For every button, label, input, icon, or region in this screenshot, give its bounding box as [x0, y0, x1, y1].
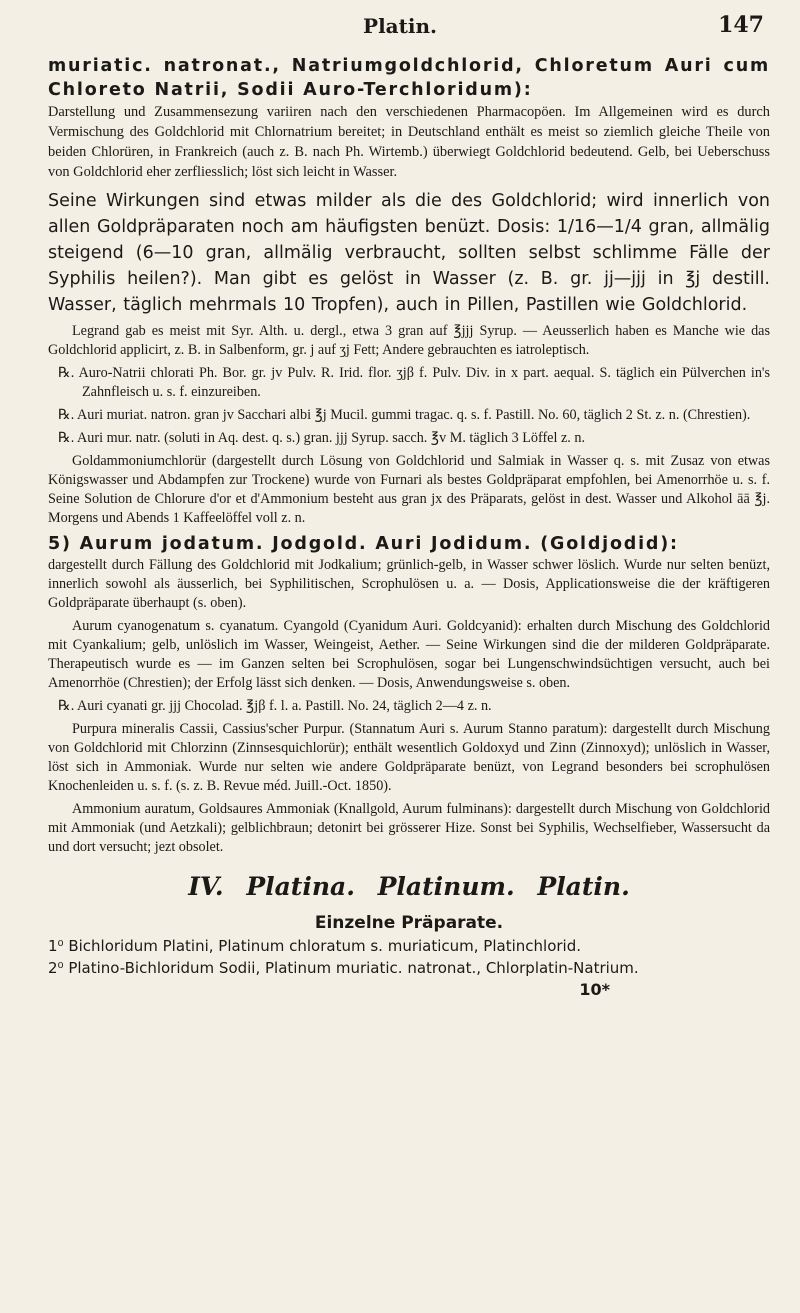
paragraph-darstellung: Darstellung und Zusammensezung variiren nach den verschiedenen Pharmacopöen. Im Allgemeinen wird es durch Vermischung des Goldchlorid mit Chlornatrium bereitet; in Deutschland enthält es meist so ziemlich gleiche Theile von beiden Chlorüren, in Frankreich (auch z. B. nach Ph. Wirtemb.) überwiegt Goldchlorid bedeutend. Gelb, bei Ueberschuss von Goldchlorid eher zerfliesslich; löst sich leicht in Wasser.	[48, 104, 770, 180]
recipe-2: ℞. Auri muriat. natron. gran jv Sacchari albi ℥j Mucil. gummi tragac. q. s. f. Pastill. No. 60, täglich 2 St. z. n. (Chrestien).	[58, 407, 751, 423]
paragraph-goldammoniumchlorur: Goldammoniumchlorür (dargestellt durch Lösung von Goldchlorid und Salmiak in Wasser q. s. mit Zusaz von etwas Königswasser und Abdampfen zur Trockene) wurde von Furnari als bestes Goldpräparat empfohlen, bei Amenorrhöe u. s. f. Seine Solution de Chlorure d'or et d'Ammonium besteht aus gran jx des Präparats, gelöst in dest. Wasser und Alkohol āā ℥j. Morgens und Abends 1 Kaffeelöffel voll z. n.	[48, 453, 770, 526]
running-title: Platin.	[363, 14, 437, 38]
signature-mark: 10*	[579, 980, 610, 999]
recipe-1: ℞. Auro-Natrii chlorati Ph. Bor. gr. jv Pulv. R. Irid. flor. ʒjβ f. Pulv. Div. in x part. aequal. S. täglich ein Pülverchen in's Zahnfleisch u. s. f. einzureiben.	[58, 365, 770, 400]
list-item: 1⁰ Bichloridum Platini, Platinum chloratum s. muriaticum, Platinchlorid.	[48, 937, 581, 955]
page-number: 147	[718, 12, 764, 38]
page-content	[48, 54, 770, 1001]
recipe-3: ℞. Auri mur. natr. (soluti in Aq. dest. q. s.) gran. jjj Syrup. sacch. ℥v M. täglich 3 Löffel z. n.	[58, 430, 585, 446]
list-item: 2⁰ Platino-Bichloridum Sodii, Platinum muriatic. natronat., Chlorplatin-Natrium.	[48, 959, 639, 977]
paragraph-legrand: Legrand gab es meist mit Syr. Alth. u. dergl., etwa 3 gran auf ℥jjj Syrup. — Aeusserlich haben es Manche wie das Goldchlorid applicirt, z. B. in Salbenform, gr. j auf ʒj Fett; Andere gebrauchten es iatroleptisch.	[48, 323, 770, 358]
entry-heading-aurum-jodatum: 5) Aurum jodatum. Jodgold. Auri Jodidum. (Goldjodid):	[48, 534, 679, 554]
paragraph-ammonium-auratum: Ammonium auratum, Goldsaures Ammoniak (Knallgold, Aurum fulminans): dargestellt durch Mischung von Goldchlorid mit Ammoniak (und Aetzkali); gelblichbraun; detonirt bei grösserer Hize. Sonst bei Syphilis, Wechselfieber, Wassersucht da und dort versucht; jezt obsolet.	[48, 801, 770, 855]
paragraph-purpura: Purpura mineralis Cassii, Cassius'scher Purpur. (Stannatum Auri s. Aurum Stanno paratum): dargestellt durch Mischung von Goldchlorid mit Chlorzinn (Zinnsesquichlorür); enthält wesentlich Goldoxyd und Zinn (Zinnoxyd); unlöslich in Wasser, löst sich in Ammoniak. Wurde nur selten wie andere Goldpräparate benüzt, von Legrand besonders bei scrophulösen Knochenleiden u. s. f. (s. z. B. Revue méd. Juill.-Oct. 1850).	[48, 721, 770, 794]
entry-heading-natriumgoldchlorid: muriatic. natronat., Natriumgoldchlorid, Chloretum Auri cum Chloreto Natrii, Sodii Auro-Terchloridum):	[48, 56, 770, 100]
recipe-4: ℞. Auri cyanati gr. jjj Chocolad. ℥jβ f. l. a. Pastill. No. 24, täglich 2—4 z. n.	[58, 698, 492, 714]
section-subheading: Einzelne Präparate.	[314, 913, 504, 933]
section-heading-platina: IV. Platina. Platinum. Platin.	[188, 872, 630, 901]
paragraph-wirkungen: Seine Wirkungen sind etwas milder als die des Goldchlorid; wird innerlich von allen Goldpräparaten noch am häufigsten benüzt. Dosis: 1/16—1/4 gran, allmälig steigend (6—10 gran, allmälig verbraucht, sollten selbst schlimme Fälle der Syphilis heilen?). Man gibt es gelöst in Wasser (z. B. gr. jj—jjj in ℥j destill. Wasser, täglich mehrmals 10 Tropfen), auch in Pillen, Pastillen wie Goldchlorid.	[48, 191, 770, 315]
paragraph-cyangold: Aurum cyanogenatum s. cyanatum. Cyangold (Cyanidum Auri. Goldcyanid): erhalten durch Mischung des Goldchlorid mit Cyankalium; gelb, unlöslich im Wasser, Weingeist, Aether. — Seine Wirkungen sind die der milderen Goldpräparate. Therapeutisch wurde es — im Ganzen selten bei Scrophulösen, sogar bei Lungenschwindsüchtigen versucht, auch bei Amenorrhöe (Chrestien); der Erfolg lässt sich denken. — Dosis, Anwendungsweise s. oben.	[48, 618, 770, 691]
paragraph-jodgold: dargestellt durch Fällung des Goldchlorid mit Jodkalium; grünlich-gelb, in Wasser schwer löslich. Wurde nur selten benüzt, innerlich sowohl als äusserlich, bei Syphilitischen, Scrophulösen u. a. — Dosis, Applicationsweise die der kräftigeren Goldpräparate überhaupt (s. oben).	[48, 557, 770, 611]
